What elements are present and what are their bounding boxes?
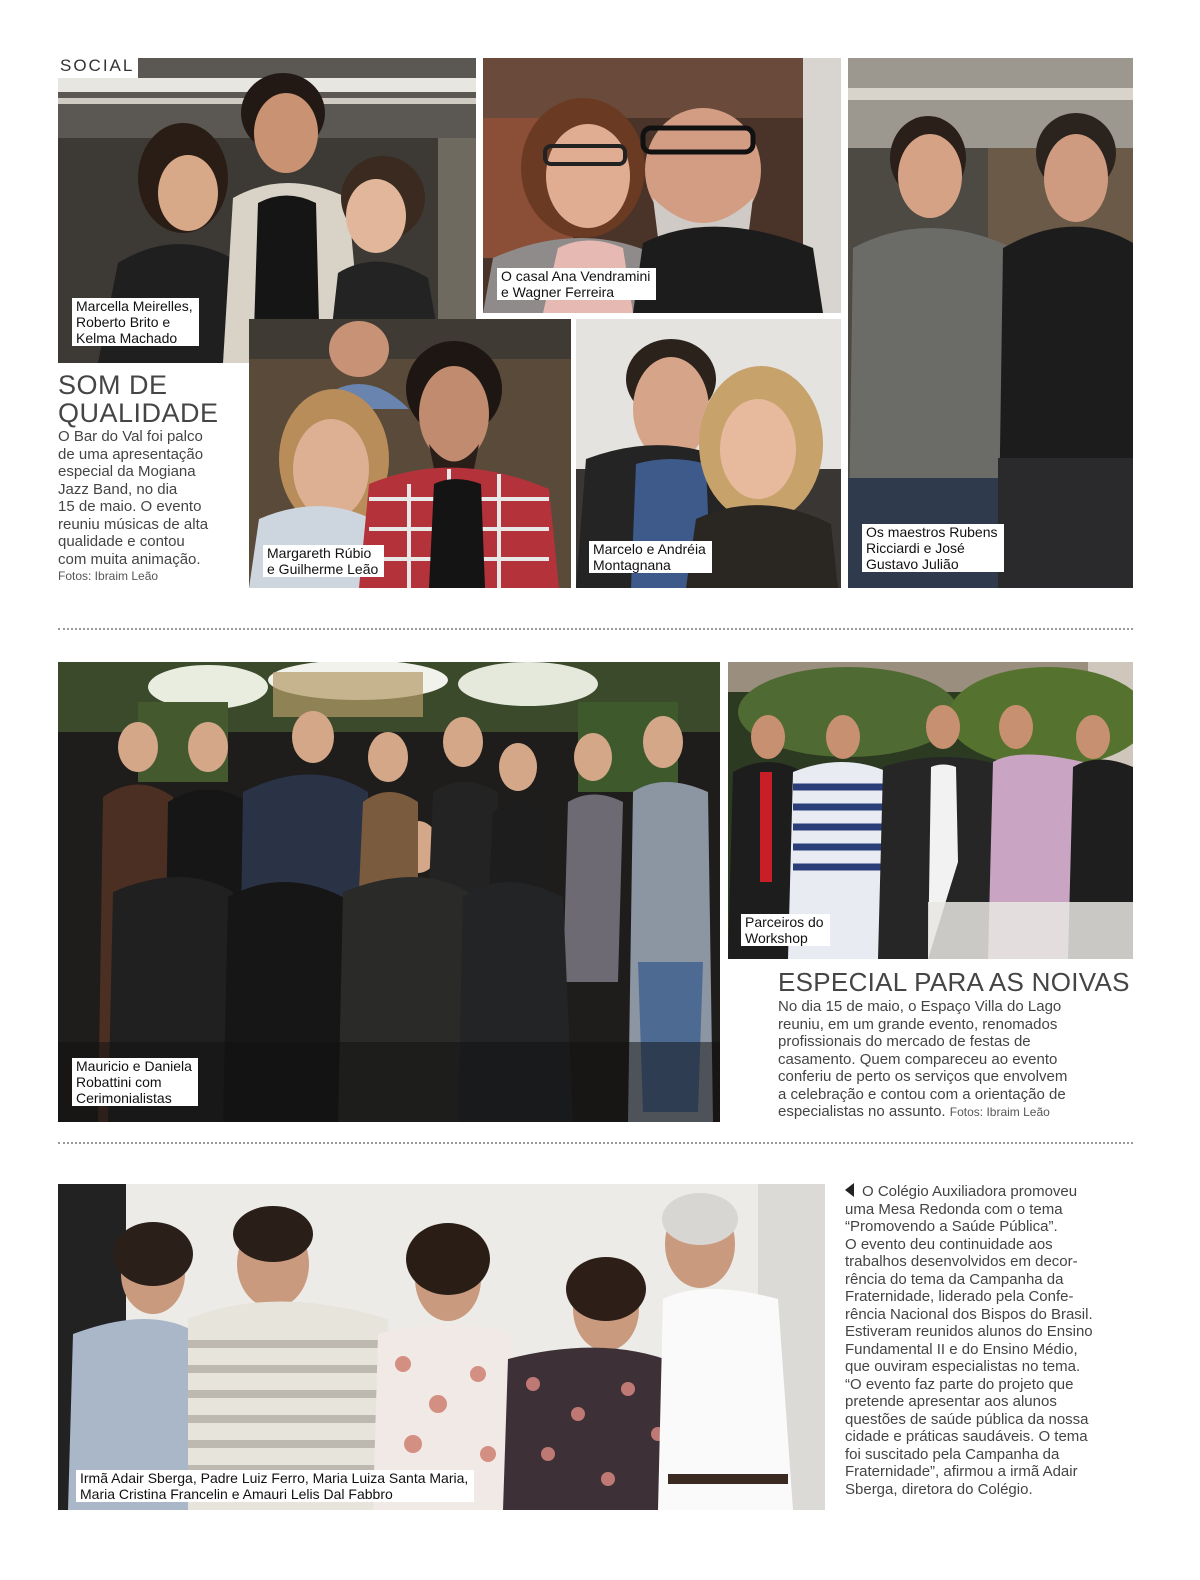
headline-line: QUALIDADE: [58, 398, 219, 428]
caption-line: O casal Ana Vendramini: [499, 268, 653, 284]
story1-body: [58, 428, 244, 586]
caption-line: Roberto Brito e: [74, 314, 173, 330]
body-line: que ouviram especialistas no tema.: [845, 1358, 1081, 1375]
body-line: O Bar do Val foi palco: [58, 428, 203, 445]
caption-photo2: [497, 268, 656, 300]
body-line: questões de saúde pública da nossa: [845, 1410, 1089, 1428]
caption-photo4: [263, 545, 384, 577]
headline-som-de-qualidade: [58, 371, 219, 427]
body-line: conferiu de perto os serviços que envolvem: [778, 1068, 1068, 1085]
body-line: especialistas no assunto.: [778, 1103, 946, 1120]
left-pointer-icon: [845, 1183, 854, 1197]
caption-photo6: [72, 1058, 198, 1106]
body-line: Fraternidade”, afirmou a irmã Adair: [845, 1463, 1078, 1480]
caption-line: Mauricio e Daniela: [74, 1058, 195, 1074]
caption-line: Kelma Machado: [74, 330, 180, 346]
body-line: rência do tema da Campanha da: [845, 1270, 1064, 1288]
caption-line: Ricciardi e José: [864, 540, 968, 556]
body-line: Jazz Band, no dia: [58, 480, 178, 498]
body-line: qualidade e contou: [58, 533, 185, 550]
photo-maestros: [848, 58, 1133, 588]
body-line: 15 de maio. O evento: [58, 498, 202, 515]
body-line: trabalhos desenvolvidos em decor-: [845, 1253, 1078, 1270]
caption-line: Workshop: [743, 930, 811, 946]
body-line: profissionais do mercado de festas de: [778, 1033, 1031, 1050]
body-line: foi suscitado pela Campanha da: [845, 1445, 1060, 1463]
body-line: especial da Mogiana: [58, 463, 196, 480]
body-line: com muita animação.: [58, 550, 201, 568]
caption-photo3: [862, 524, 1004, 572]
caption-line: Gustavo Julião: [864, 556, 962, 572]
caption-line: Robattini com: [74, 1074, 165, 1090]
body-line: No dia 15 de maio, o Espaço Villa do Lago: [778, 998, 1062, 1015]
caption-line: e Guilherme Leão: [265, 561, 381, 577]
caption-photo7: [741, 914, 830, 946]
section-divider: [58, 628, 1133, 630]
story3-body: [845, 1183, 1145, 1498]
section-divider: [58, 1142, 1133, 1144]
photo-credit: Fotos: Ibraim Leão: [949, 1105, 1050, 1119]
body-line: Sberga, diretora do Colégio.: [845, 1480, 1033, 1498]
caption-line: Os maestros Rubens: [864, 524, 1001, 540]
caption-line: Parceiros do: [743, 914, 827, 930]
body-line: “O evento faz parte do projeto que: [845, 1375, 1074, 1393]
caption-line: Montagnana: [591, 557, 674, 573]
body-line: Fundamental II e do Ensino Médio,: [845, 1340, 1078, 1358]
headline-line: SOM DE: [58, 370, 168, 400]
body-line: casamento. Quem compareceu ao evento: [778, 1050, 1058, 1068]
body-line: de uma apresentação: [58, 445, 204, 463]
caption-photo5: [589, 541, 712, 573]
section-label: SOCIAL: [58, 56, 138, 78]
caption-photo8: [76, 1470, 474, 1502]
body-line: uma Mesa Redonda com o tema: [845, 1200, 1063, 1218]
body-line: reuniu músicas de alta: [58, 515, 209, 533]
photo-credit: Fotos: Ibraim Leão: [58, 569, 159, 583]
body-line: pretende apresentar aos alunos: [845, 1393, 1057, 1410]
caption-line: e Wagner Ferreira: [499, 284, 617, 300]
headline-especial-para-as-noivas: ESPECIAL PARA AS NOIVAS: [778, 967, 1130, 997]
photo-colegio-auxiliadora: [58, 1184, 825, 1510]
caption-line: Marcella Meirelles,: [74, 298, 196, 314]
body-line: Fraternidade, liderado pela Confe-: [845, 1288, 1074, 1305]
body-line: O Colégio Auxiliadora promoveu: [862, 1183, 1078, 1200]
story2-body: [778, 998, 1138, 1122]
photo-mauricio-daniela-cerimonialistas: [58, 662, 720, 1122]
body-line: “Promovendo a Saúde Pública”.: [845, 1218, 1058, 1235]
caption-line: Marcelo e Andréia: [591, 541, 709, 557]
body-line: reuniu, em um grande evento, renomados: [778, 1015, 1058, 1033]
body-line: O evento deu continuidade aos: [845, 1235, 1053, 1253]
caption-line: Margareth Rúbio: [265, 545, 374, 561]
body-line: Estiveram reunidos alunos do Ensino: [845, 1323, 1093, 1340]
caption-photo1: [72, 298, 199, 346]
body-line: rência Nacional dos Bispos do Brasil.: [845, 1305, 1093, 1323]
body-line: cidade e práticas saudáveis. O tema: [845, 1428, 1088, 1445]
caption-line: Irmã Adair Sberga, Padre Luiz Ferro, Maria Luiza Santa Maria,: [78, 1470, 471, 1486]
caption-line: Maria Cristina Francelin e Amauri Lelis Dal Fabbro: [78, 1486, 396, 1502]
caption-line: Cerimonialistas: [74, 1090, 175, 1106]
body-line: a celebração e contou com a orientação de: [778, 1085, 1066, 1103]
